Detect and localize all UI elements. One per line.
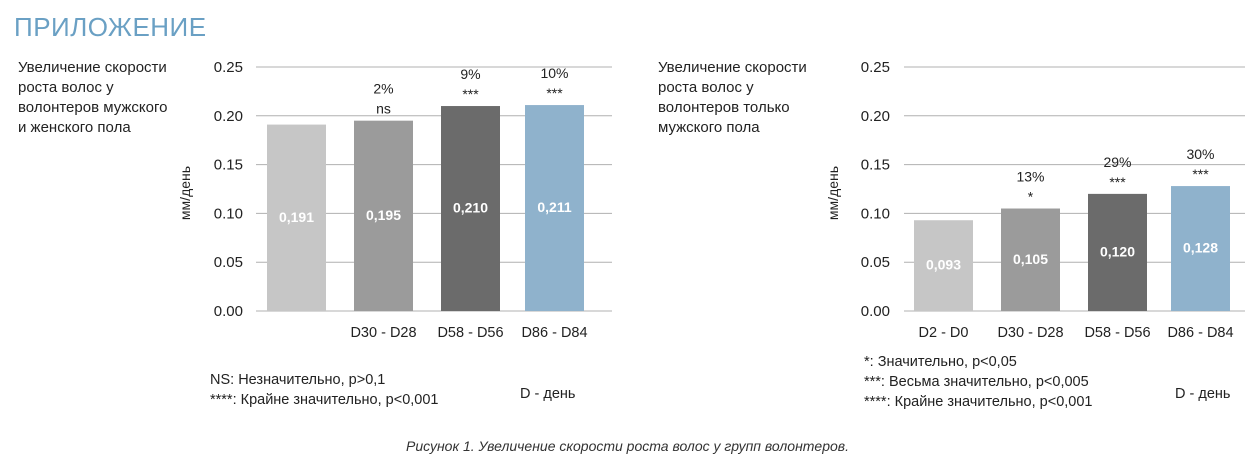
chart2-significance-label: ***	[1192, 166, 1209, 183]
chart2-category-label: D86 - D84	[1167, 325, 1234, 341]
chart1-significance-label: ns	[376, 100, 391, 117]
chart1-description-line: и женского пола	[18, 119, 131, 136]
chart1-bar-value-label: 0,211	[537, 199, 572, 216]
chart2-y-tick-label: 0.25	[860, 59, 890, 76]
chart2-category-label: D58 - D56	[1084, 325, 1151, 341]
chart2-description-line: волонтеров только	[658, 99, 790, 116]
chart2-bar-value-label: 0,128	[1182, 239, 1219, 256]
chart1-y-tick-label: 0.15	[213, 156, 243, 174]
chart2-percent-label: 30%	[1186, 146, 1215, 163]
chart2-description-line: роста волос у	[658, 79, 754, 96]
chart2-y-tick-label: 0.10	[860, 205, 890, 223]
chart2-category-label: D2 - D0	[918, 325, 969, 341]
chart2-y-tick-label: 0.05	[860, 254, 890, 272]
chart1-y-tick-label: 0.10	[213, 205, 243, 223]
chart1-y-tick-label: 0.05	[213, 254, 243, 272]
chart2-note: *: Значительно, p<0,05	[864, 354, 1017, 370]
chart2-y-tick-label: 0.00	[860, 303, 890, 320]
chart1-percent-label: 9%	[460, 66, 481, 83]
chart2-percent-label: 13%	[1016, 168, 1045, 185]
chart2-notes	[864, 352, 1092, 412]
page-heading: ПРИЛОЖЕНИЕ	[14, 12, 207, 42]
chart1-y-tick-label: 0.00	[213, 303, 243, 320]
chart2-note: ***: Весьма значительно, p<0,005	[864, 374, 1089, 390]
chart2-y-tick-label: 0.15	[860, 156, 890, 174]
chart2-y-tick-label: 0.20	[860, 107, 890, 125]
figure-caption: Рисунок 1. Увеличение скорости роста волос у групп волонтеров.	[406, 438, 849, 454]
chart2-day-note: D - день	[1175, 386, 1231, 402]
chart2-category-label: D30 - D28	[997, 325, 1064, 341]
chart2-note: ****: Крайне значительно, p<0,001	[864, 394, 1093, 410]
chart1-description-line: Увеличение скорости	[18, 59, 167, 76]
chart1-description-line: волонтеров мужского	[18, 99, 168, 116]
chart2-bar-value-label: 0,105	[1012, 250, 1049, 267]
chart2-y-axis-label: мм/день	[825, 165, 841, 221]
chart1-significance-label: ***	[462, 86, 479, 103]
chart2-description-line: Увеличение скорости	[658, 59, 807, 76]
chart1-percent-label: 2%	[373, 80, 394, 97]
chart1-description-line: роста волос у	[18, 79, 114, 96]
chart1-percent-label: 10%	[540, 65, 569, 82]
chart1-category-label: D30 - D28	[350, 325, 417, 341]
chart2-bar-value-label: 0,093	[925, 256, 962, 273]
chart1-note: ****: Крайне значительно, p<0,001	[210, 392, 439, 408]
chart1-note: NS: Незначительно, p>0,1	[210, 372, 386, 388]
chart1-y-tick-label: 0.25	[213, 59, 243, 76]
chart1-day-note: D - день	[520, 386, 576, 402]
chart1-bar-value-label: 0,195	[365, 206, 402, 223]
chart2-bar-value-label: 0,120	[1099, 243, 1136, 260]
chart1-category-label: D58 - D56	[437, 325, 504, 341]
chart1-significance-label: ***	[546, 85, 563, 102]
chart2-description-line: мужского пола	[658, 119, 760, 136]
chart2-percent-label: 29%	[1103, 153, 1132, 170]
chart1-bar-value-label: 0,191	[278, 208, 315, 225]
chart1-y-tick-label: 0.20	[213, 107, 243, 125]
chart2-significance-label: *	[1027, 188, 1034, 205]
chart1-bar-value-label: 0,210	[452, 199, 489, 216]
chart1-y-axis-label: мм/день	[177, 165, 193, 221]
chart2-significance-label: ***	[1109, 173, 1126, 190]
chart1-category-label: D86 - D84	[521, 325, 588, 341]
